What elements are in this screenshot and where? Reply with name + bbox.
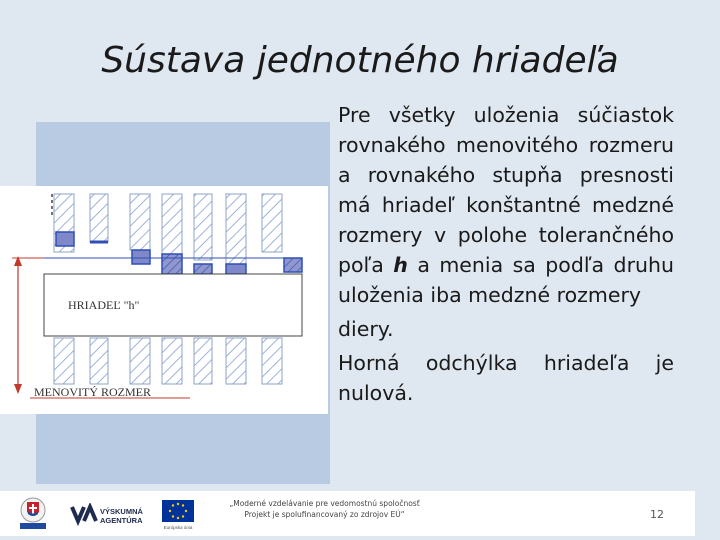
- nominal-label: MENOVITÝ ROZMER: [34, 385, 151, 399]
- shaft-tolerance-h: [284, 258, 302, 272]
- footer-note-line-2: Projekt je spolufinancovaný zo zdrojov EÚ“: [244, 510, 405, 519]
- tolerance-symbol: h: [393, 253, 408, 277]
- shaft-label: HRIADEĽ "h": [68, 298, 140, 312]
- paragraph-1-end: diery.: [338, 317, 394, 341]
- eu-flag-logo: [160, 498, 196, 532]
- paragraph-1: [338, 100, 674, 310]
- hole-walls-bottom: [54, 338, 282, 384]
- eu-caption: Európska únia: [163, 525, 193, 530]
- hole-tolerance-zones: [56, 232, 246, 274]
- paragraph-2: Horná odchýlka hriadeľa je nulová.: [338, 351, 674, 405]
- agency-line-2: AGENTÚRA: [100, 516, 143, 525]
- research-agency-logo: [70, 503, 150, 527]
- coat-of-arms-logo: [16, 496, 50, 532]
- body-text: [338, 100, 674, 408]
- footer-note: [222, 498, 427, 520]
- slide-title: Sústava jednotného hriadeľa: [101, 40, 619, 81]
- footer-note-line-1: „Moderné vzdelávanie pre vedomostnú spoločnosť: [229, 499, 420, 508]
- agency-line-1: VÝSKUMNÁ: [100, 507, 143, 516]
- page-number: 12: [650, 508, 664, 521]
- shaft-basis-diagram: [0, 186, 328, 414]
- paragraph-1-cont: a menia sa podľa druhu uloženia iba medzné rozmery: [338, 253, 674, 307]
- paragraph-1-text: Pre všetky uloženia súčiastok rovnakého menovitého rozmeru a rovnakého stupňa presnosti má hriadeľ konštantné medzné rozmery v polohe tolerančného poľa: [338, 103, 674, 277]
